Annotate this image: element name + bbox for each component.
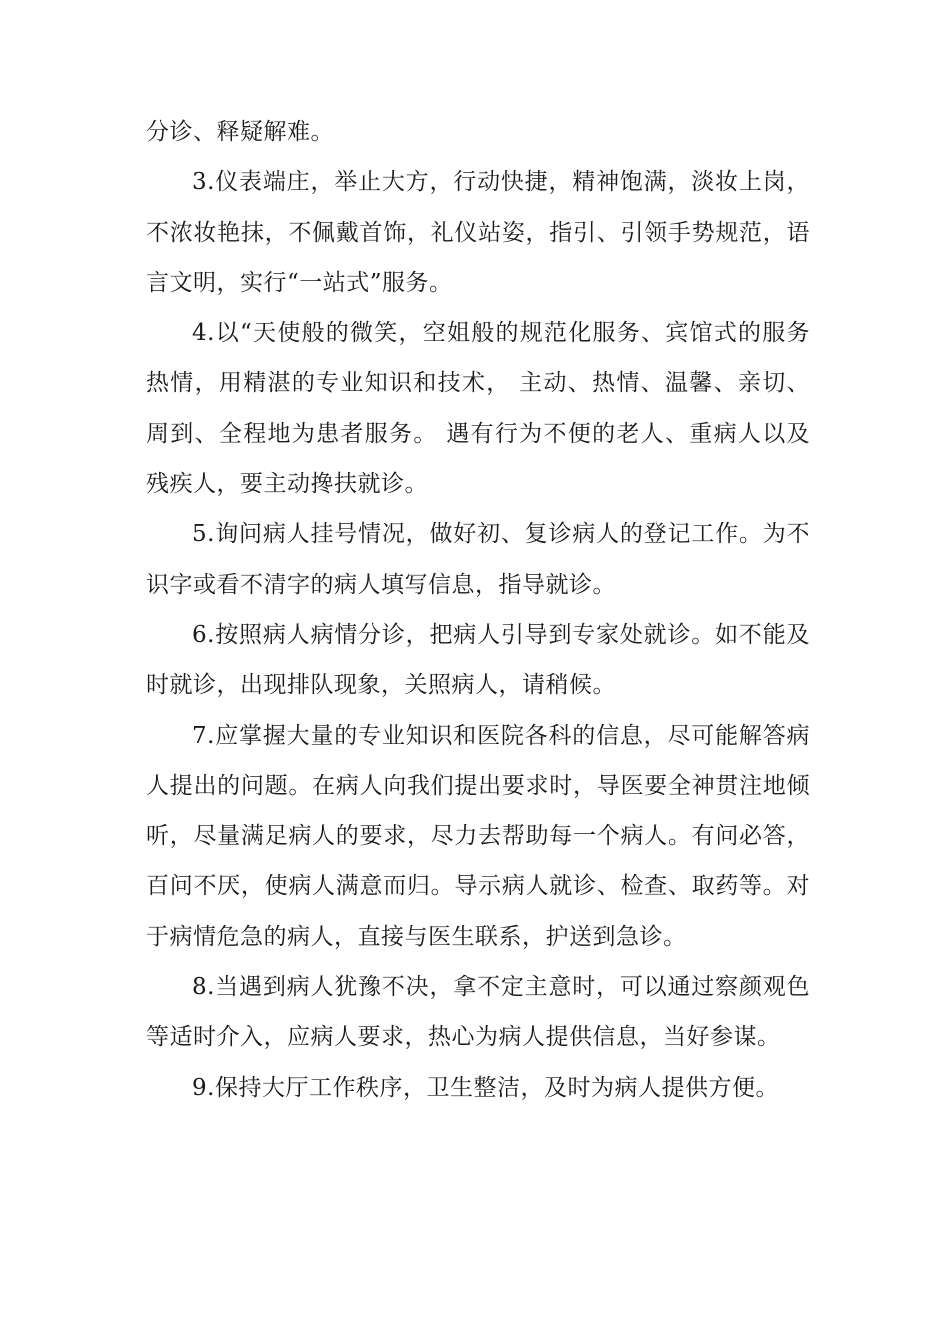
paragraph-item-9: 9.保持大厅工作秩序，卫生整洁，及时为病人提供方便。 <box>192 1074 779 1101</box>
paragraph-item-3: 3.仪表端庄，举止大方，行动快捷，精神饱满，淡妆上岗，不浓妆艳抹，不佩戴首饰，礼仪站姿，指引、引领手势规范，语言文明，实行“一站式”服务。 <box>146 169 810 296</box>
paragraph-continuation: 分诊、释疑解难。 <box>146 119 334 145</box>
paragraph-item-6: 6.按照病人病情分诊，把病人引导到专家处就诊。如不能及时就诊，出现排队现象，关照病人，请稍候。 <box>146 621 810 699</box>
paragraph-item-5: 5.询问病人挂号情况，做好初、复诊病人的登记工作。为不识字或看不清字的病人填写信息，指导就诊。 <box>146 521 810 598</box>
document-body <box>146 107 810 1113</box>
paragraph-item-7: 7.应掌握大量的专业知识和医院各科的信息，尽可能解答病人提出的问题。在病人向我们提出要求时，导医要全神贯注地倾听，尽量满足病人的要求，尽力去帮助每一个病人。有问必答，百问不厌，使病人满意而归。导示病人就诊、检查、取药等。对于病情危急的病人，直接与医生联系，护送到急诊。 <box>146 722 810 950</box>
paragraph-item-4: 4.以“天使般的微笑，空姐般的规范化服务、宾馆式的服务热情，用精湛的专业知识和技术， 主动、热情、温馨、亲切、周到、全程地为患者服务。 遇有行为不便的老人、重病人以及残疾人，要主动搀扶就诊。 <box>146 320 810 498</box>
paragraph-item-8: 8.当遇到病人犹豫不决，拿不定主意时，可以通过察颜观色等适时介入，应病人要求，热心为病人提供信息，当好参谋。 <box>146 974 810 1051</box>
